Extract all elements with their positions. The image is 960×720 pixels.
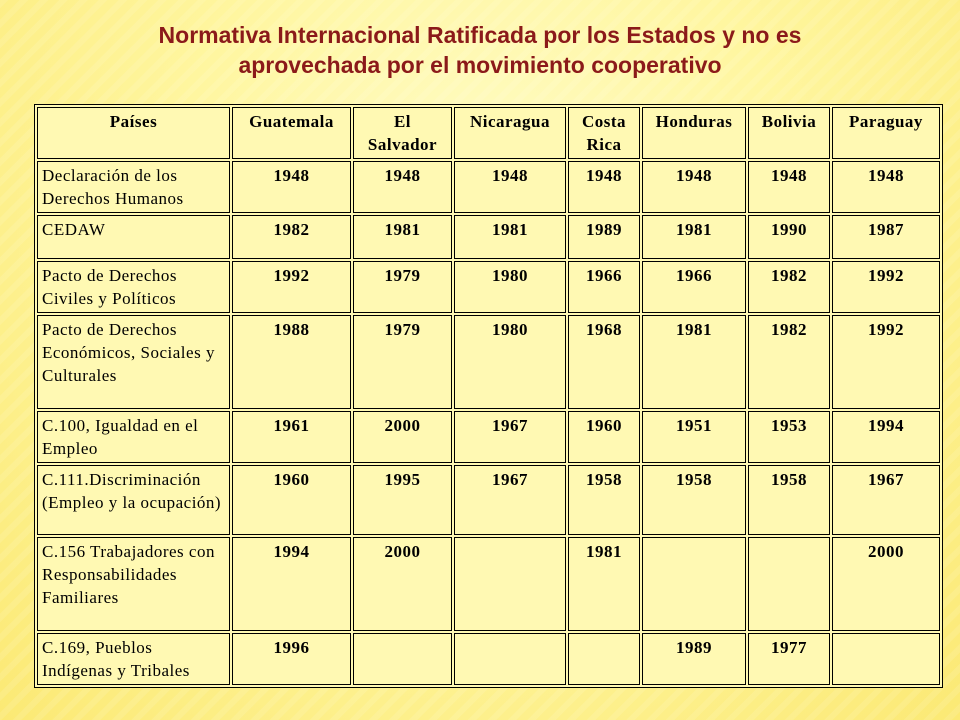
row-label: Declaración de los Derechos Humanos	[37, 161, 230, 213]
column-header: El Salvador	[353, 107, 452, 159]
ratification-year-cell: 1995	[353, 465, 452, 535]
table-header-row	[37, 107, 940, 159]
row-label: C.100, Igualdad en el Empleo	[37, 411, 230, 463]
ratification-year-cell: 1992	[232, 261, 351, 313]
column-header: Costa Rica	[568, 107, 640, 159]
ratification-year-cell: 1967	[454, 465, 566, 535]
ratification-year-cell: 1981	[454, 215, 566, 259]
ratification-year-cell: 1960	[232, 465, 351, 535]
title-line-2: aprovechada por el movimiento cooperativo	[238, 52, 722, 78]
ratification-year-cell: 2000	[353, 411, 452, 463]
column-header: Nicaragua	[454, 107, 566, 159]
row-label: C.111.Discriminación (Empleo y la ocupación)	[37, 465, 230, 535]
column-header: Honduras	[642, 107, 746, 159]
table-row	[37, 465, 940, 535]
ratification-year-cell: 1960	[568, 411, 640, 463]
ratification-year-cell: 1982	[232, 215, 351, 259]
table-row	[37, 261, 940, 313]
ratification-year-cell: 1948	[353, 161, 452, 213]
row-label: C.156 Trabajadores con Responsabilidades Familiares	[37, 537, 230, 631]
column-header: Bolivia	[748, 107, 830, 159]
ratification-year-cell	[642, 537, 746, 631]
ratification-year-cell: 1980	[454, 261, 566, 313]
row-label: C.169, Pueblos Indígenas y Tribales	[37, 633, 230, 685]
ratification-table-container	[34, 104, 929, 680]
ratification-year-cell: 1980	[454, 315, 566, 409]
ratification-year-cell: 1981	[353, 215, 452, 259]
column-header: Países	[37, 107, 230, 159]
ratification-year-cell: 1981	[642, 315, 746, 409]
ratification-year-cell: 1992	[832, 315, 940, 409]
ratification-year-cell: 1958	[568, 465, 640, 535]
ratification-year-cell	[568, 633, 640, 685]
ratification-year-cell: 1992	[832, 261, 940, 313]
ratification-year-cell: 1948	[232, 161, 351, 213]
ratification-year-cell: 1948	[642, 161, 746, 213]
ratification-year-cell	[748, 537, 830, 631]
ratification-year-cell: 1967	[832, 465, 940, 535]
ratification-year-cell	[454, 633, 566, 685]
ratification-year-cell: 1948	[454, 161, 566, 213]
ratification-year-cell: 1994	[232, 537, 351, 631]
ratification-year-cell: 1951	[642, 411, 746, 463]
ratification-year-cell: 1989	[642, 633, 746, 685]
ratification-year-cell: 1979	[353, 261, 452, 313]
ratification-year-cell: 1953	[748, 411, 830, 463]
ratification-year-cell: 1948	[748, 161, 830, 213]
ratification-year-cell: 1948	[568, 161, 640, 213]
ratification-year-cell: 1994	[832, 411, 940, 463]
ratification-year-cell: 1981	[568, 537, 640, 631]
table-row	[37, 633, 940, 685]
ratification-year-cell: 1982	[748, 315, 830, 409]
ratification-year-cell: 1988	[232, 315, 351, 409]
table-row	[37, 537, 940, 631]
ratification-year-cell: 1990	[748, 215, 830, 259]
ratification-year-cell	[454, 537, 566, 631]
ratification-year-cell: 2000	[353, 537, 452, 631]
table-row	[37, 411, 940, 463]
ratification-year-cell: 1958	[748, 465, 830, 535]
ratification-year-cell: 1948	[832, 161, 940, 213]
ratification-year-cell: 1987	[832, 215, 940, 259]
ratification-year-cell: 1979	[353, 315, 452, 409]
ratification-year-cell: 1982	[748, 261, 830, 313]
ratification-year-cell: 1981	[642, 215, 746, 259]
row-label: CEDAW	[37, 215, 230, 259]
row-label: Pacto de Derechos Económicos, Sociales y Culturales	[37, 315, 230, 409]
title-line-1: Normativa Internacional Ratificada por los Estados y no es	[158, 22, 802, 48]
ratification-year-cell: 1961	[232, 411, 351, 463]
table-row	[37, 161, 940, 213]
column-header: Guatemala	[232, 107, 351, 159]
ratification-year-cell: 1977	[748, 633, 830, 685]
table-row	[37, 215, 940, 259]
ratification-year-cell: 2000	[832, 537, 940, 631]
ratification-year-cell: 1967	[454, 411, 566, 463]
row-label: Pacto de Derechos Civiles y Políticos	[37, 261, 230, 313]
ratification-year-cell	[353, 633, 452, 685]
ratification-year-cell: 1996	[232, 633, 351, 685]
ratification-year-cell: 1958	[642, 465, 746, 535]
table-row	[37, 315, 940, 409]
ratification-year-cell: 1989	[568, 215, 640, 259]
ratification-year-cell: 1966	[642, 261, 746, 313]
slide-title	[0, 20, 960, 80]
ratification-year-cell: 1966	[568, 261, 640, 313]
ratification-year-cell: 1968	[568, 315, 640, 409]
ratification-table	[34, 104, 943, 688]
column-header: Paraguay	[832, 107, 940, 159]
ratification-year-cell	[832, 633, 940, 685]
